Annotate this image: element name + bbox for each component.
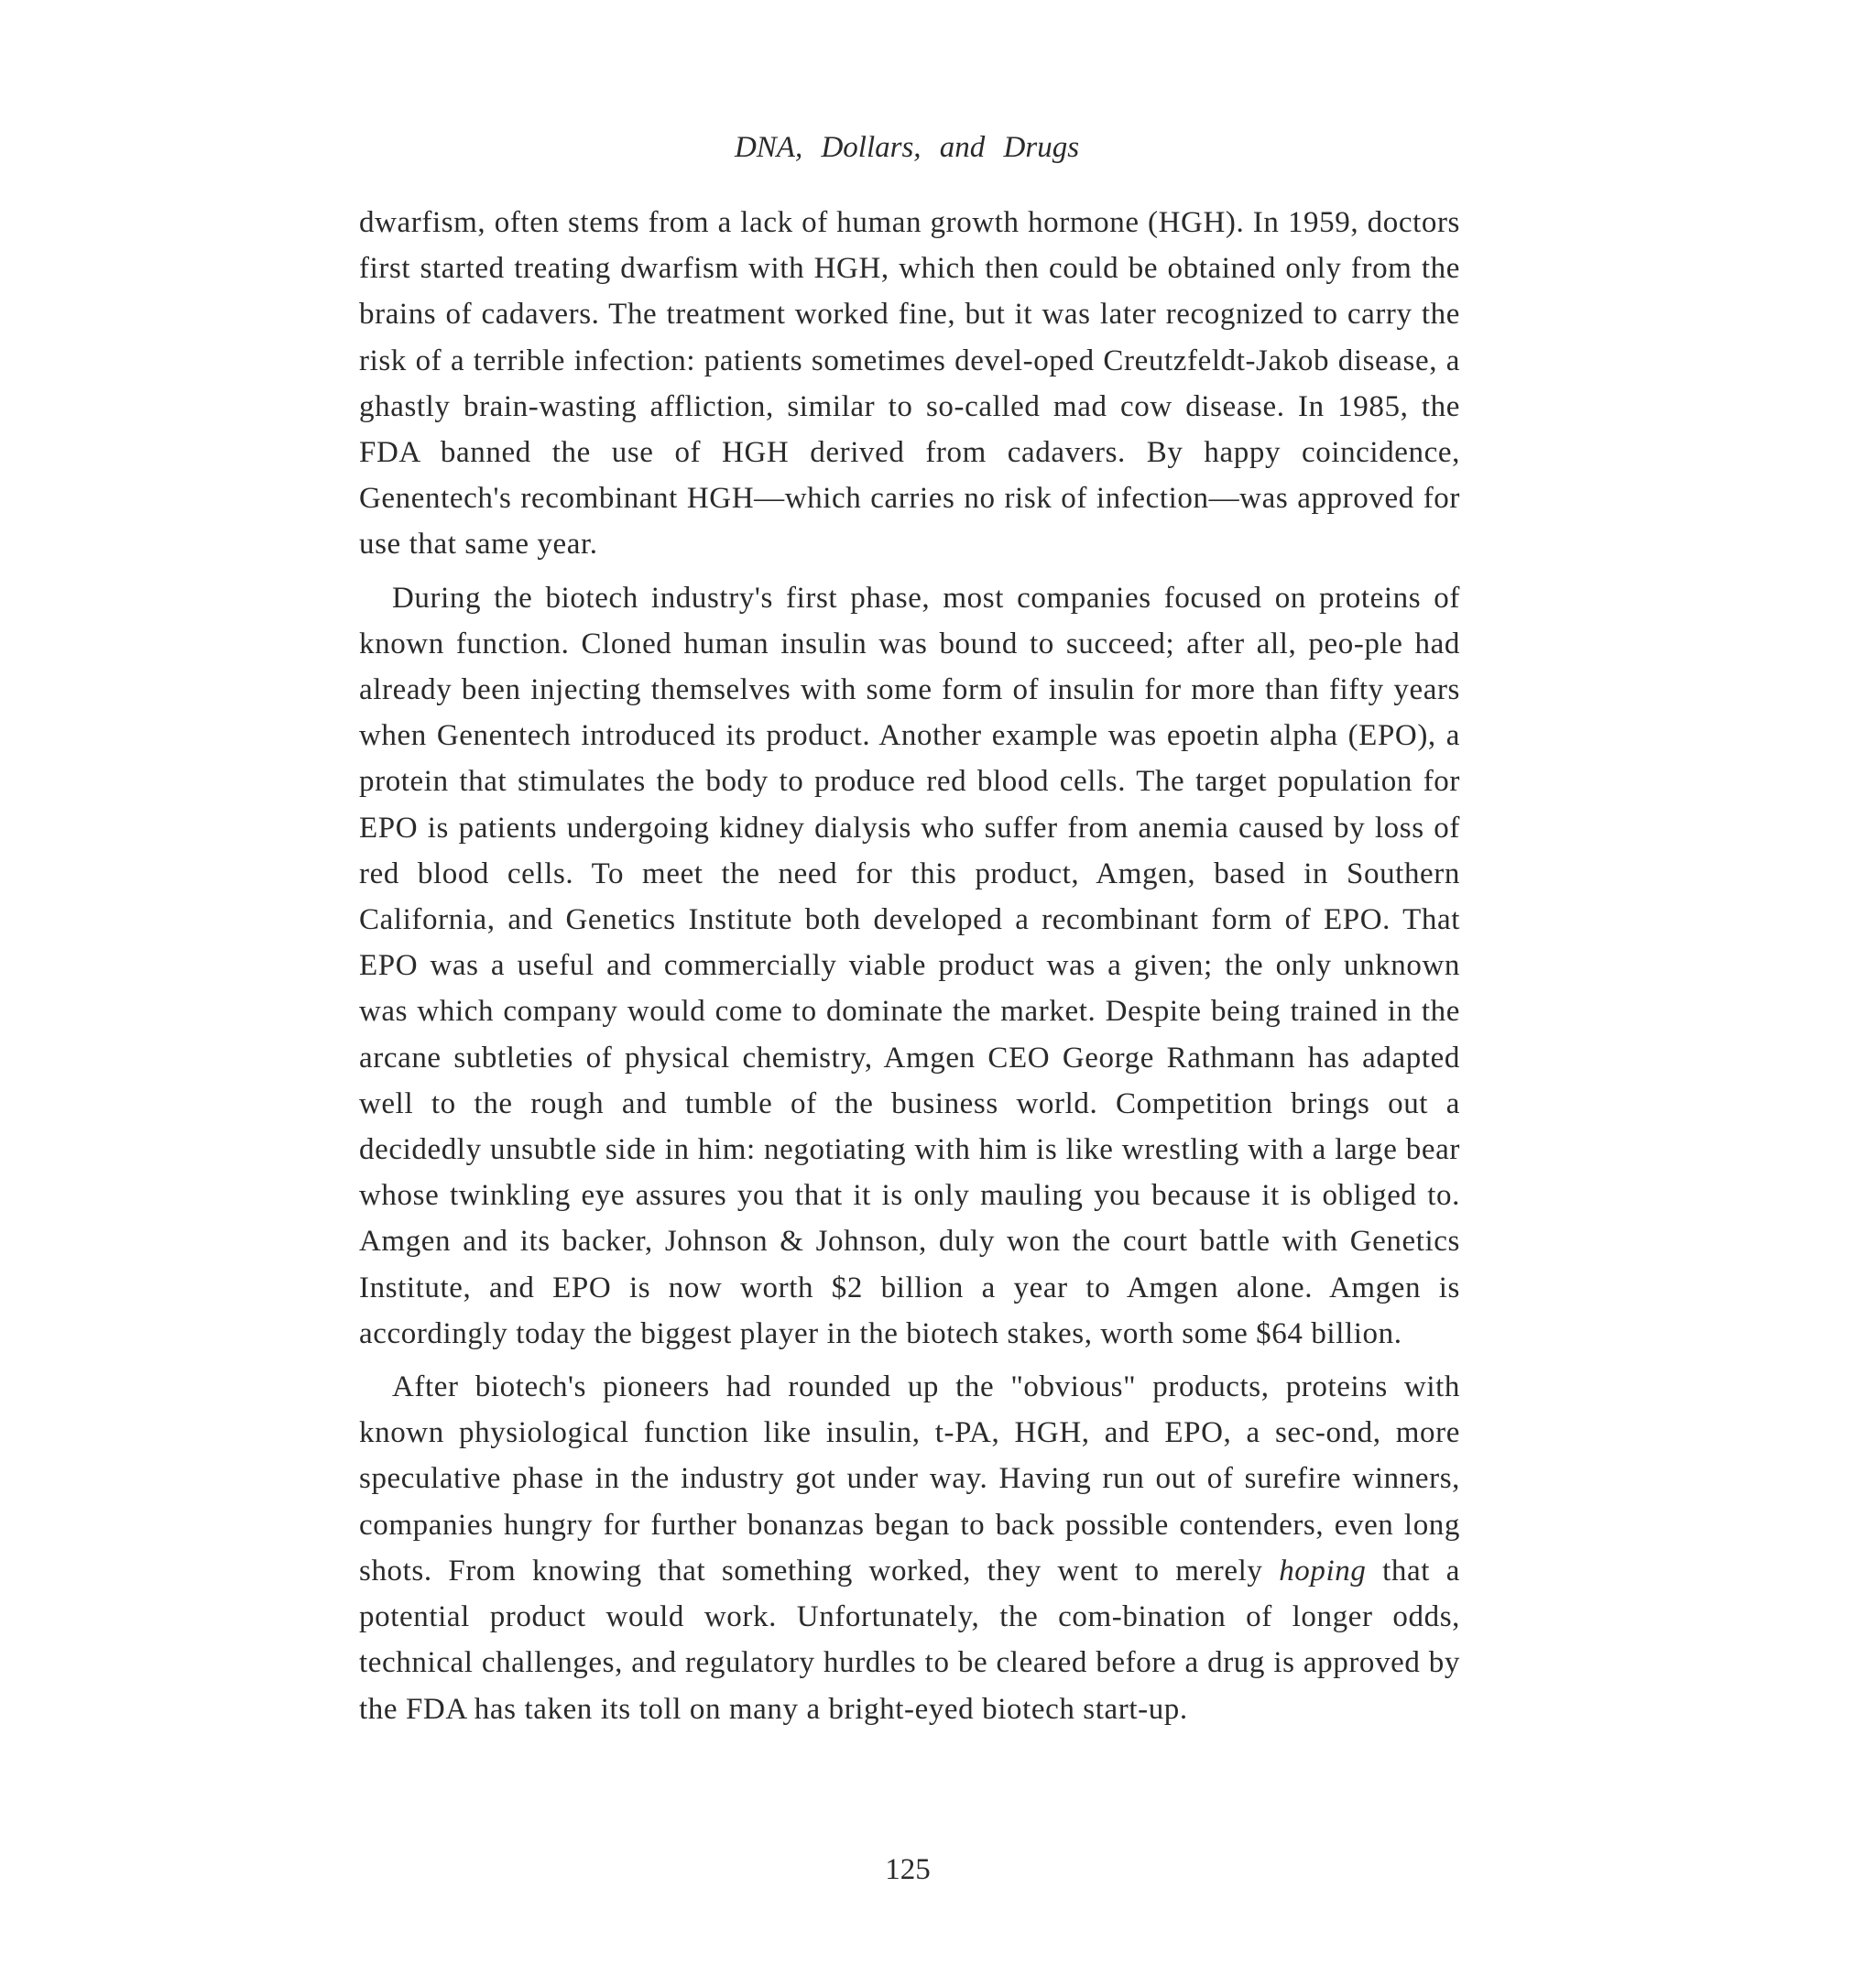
running-head: DNA, Dollars, and Drugs — [734, 131, 1080, 164]
emphasis-hoping: hoping — [1279, 1554, 1367, 1588]
paragraph-3-tail: that a potential product would work. Unfortunately, the com-bination of longer odds, technical challenges, and regulatory hurdles to be cleared before a drug is approved by the FDA has taken its toll on many a bright-eyed biotech start-up. — [359, 1554, 1460, 1726]
paragraph-1: dwarfism, often stems from a lack of human growth hormone (HGH). In 1959, doctors first started treating dwarfism with HGH, which then could be obtained only from the brains of cadavers. The treatment worked fine, but it was later recognized to carry the risk of a terrible infection: patients sometimes devel-oped Creutzfeldt-Jakob disease, a ghastly brain-wasting affliction, similar to so-called mad cow disease. In 1985, the FDA banned the use of HGH derived from cadavers. By happy coincidence, Genentech's recombinant HGH—which carries no risk of infection—was approved for use that same year. — [359, 206, 1460, 562]
body-text — [359, 200, 1460, 1740]
paragraph-3-lead: After biotech's pioneers had rounded up the "obvious" products, proteins with known physiological function like insulin, t-PA, HGH, and EPO, a sec-ond, more speculative phase in the industry got under way. Having run out of surefire winners, companies hungry for further bonanzas began to back possible contenders, even long shots. From knowing that something worked, they went to merely — [359, 1370, 1460, 1588]
paragraph-2: During the biotech industry's first phase, most companies focused on proteins of known function. Cloned human insulin was bound to succeed; after all, peo-ple had already been injecting themselves with some form of insulin for more than fifty years when Genentech introduced its product. Another example was epoetin alpha (EPO), a protein that stimulates the body to produce red blood cells. The target population for EPO is patients undergoing kidney dialysis who suffer from anemia caused by loss of red blood cells. To meet the need for this product, Amgen, based in Southern California, and Genetics Institute both developed a recombinant form of EPO. That EPO was a useful and commercially viable product was a given; the only unknown was which company would come to dominate the market. Despite being trained in the arcane subtleties of physical chemistry, Amgen CEO George Rathmann has adapted well to the rough and tumble of the business world. Competition brings out a decidedly unsubtle side in him: negotiating with him is like wrestling with a large bear whose twinkling eye assures you that it is only mauling you because it is obliged to. Amgen and its backer, Johnson & Johnson, duly won the court battle with Genetics Institute, and EPO is now worth $2 billion a year to Amgen alone. Amgen is accordingly today the biggest player in the biotech stakes, worth some $64 billion. — [359, 581, 1460, 1350]
page-number: 125 — [885, 1853, 931, 1886]
paragraph-3 — [359, 1364, 1460, 1732]
